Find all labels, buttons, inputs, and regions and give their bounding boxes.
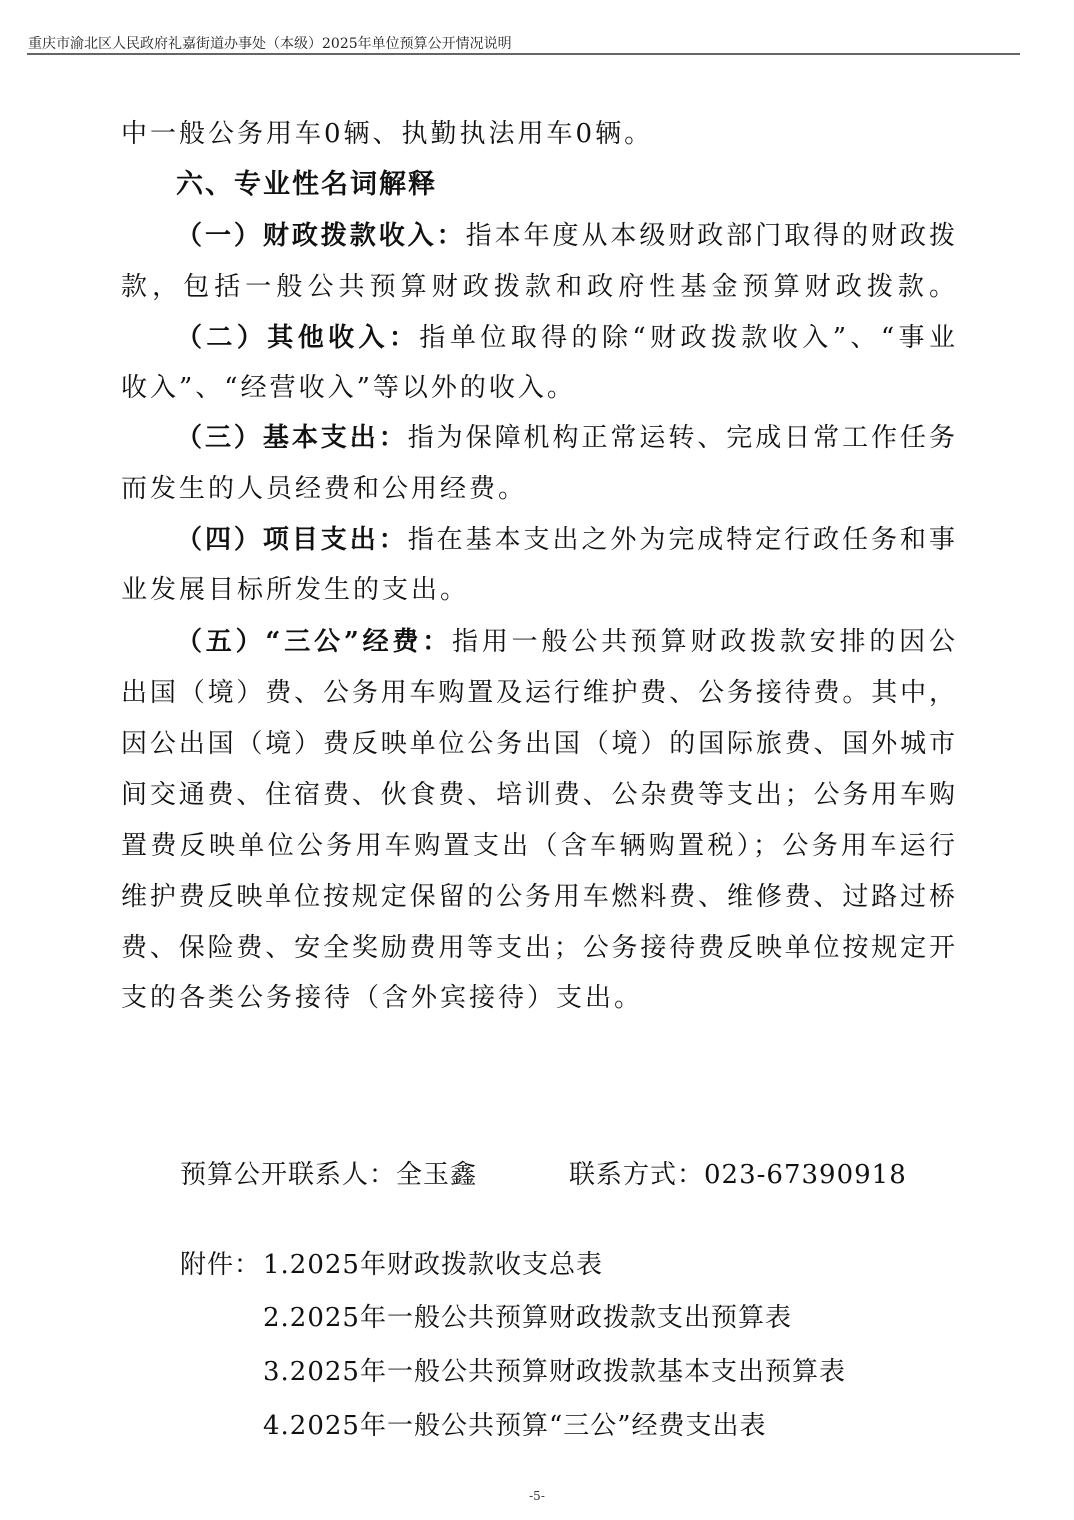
term-basic-expenditure: （三）基本支出：指为保障机构正常运转、完成日常工作任务: [176, 423, 955, 453]
intro-line: 中一般公务用车0辆、执勤执法用车0辆。: [121, 119, 654, 149]
text-line: 支的各类公务接待（含外宾接待）支出。: [121, 983, 644, 1013]
term-label: （一）财政拨款收入：: [176, 221, 466, 251]
text-line: 收入”、“经营收入”等以外的收入。: [121, 373, 576, 403]
term-label: （二）其他收入：: [176, 323, 420, 353]
term-label: （三）基本支出：: [176, 423, 408, 453]
text-line: 维护费反映单位按规定保留的公务用车燃料费、维修费、过路过桥: [121, 882, 955, 912]
attachment-item: 3.2025年一般公共预算财政拨款基本支出预算表: [263, 1357, 846, 1387]
term-financial-appropriation: （一）财政拨款收入：指本年度从本级财政部门取得的财政拨: [176, 221, 955, 251]
term-label: （五）“三公”经费：: [176, 627, 453, 657]
text-line: 业发展目标所发生的支出。: [121, 575, 470, 605]
attachments-label: 附件：: [180, 1250, 262, 1280]
attachment-item: 4.2025年一般公共预算“三公”经费支出表: [263, 1411, 767, 1441]
contact-phone: 联系方式：023-67390918: [569, 1160, 907, 1190]
term-project-expenditure: （四）项目支出：指在基本支出之外为完成特定行政任务和事: [176, 525, 955, 555]
text-line: 费、保险费、安全奖励费用等支出；公务接待费反映单位按规定开: [121, 933, 955, 963]
attachment-item: 2.2025年一般公共预算财政拨款支出预算表: [263, 1303, 792, 1333]
attachment-item: 1.2025年财政拨款收支总表: [263, 1250, 603, 1280]
text-line: 因公出国（境）费反映单位公务出国（境）的国际旅费、国外城市: [121, 729, 955, 759]
page-number: -5-: [529, 1489, 545, 1503]
section-heading: 六、专业性名词解释: [176, 169, 437, 200]
contact-person: 预算公开联系人：全玉鑫: [180, 1160, 478, 1190]
term-other-income: （二）其他收入：指单位取得的除“财政拨款收入”、“事业: [176, 323, 955, 353]
header-rule: [27, 53, 1020, 55]
term-three-public-expenses: （五）“三公”经费：指用一般公共预算财政拨款安排的因公: [176, 627, 955, 657]
text-line: 间交通费、住宿费、伙食费、培训费、公杂费等支出；公务用车购: [121, 780, 955, 810]
term-label: （四）项目支出：: [176, 525, 408, 555]
text-line: 置费反映单位公务用车购置支出（含车辆购置税）；公务用车运行: [121, 831, 955, 861]
text-line: 而发生的人员经费和公用经费。: [121, 474, 528, 504]
text-line: 款，包括一般公共预算财政拨款和政府性基金预算财政拨款。: [121, 272, 955, 302]
running-header: 重庆市渝北区人民政府礼嘉街道办事处（本级）2025年单位预算公开情况说明: [28, 36, 512, 52]
text-line: 出国（境）费、公务用车购置及运行维护费、公务接待费。其中，: [121, 678, 955, 708]
